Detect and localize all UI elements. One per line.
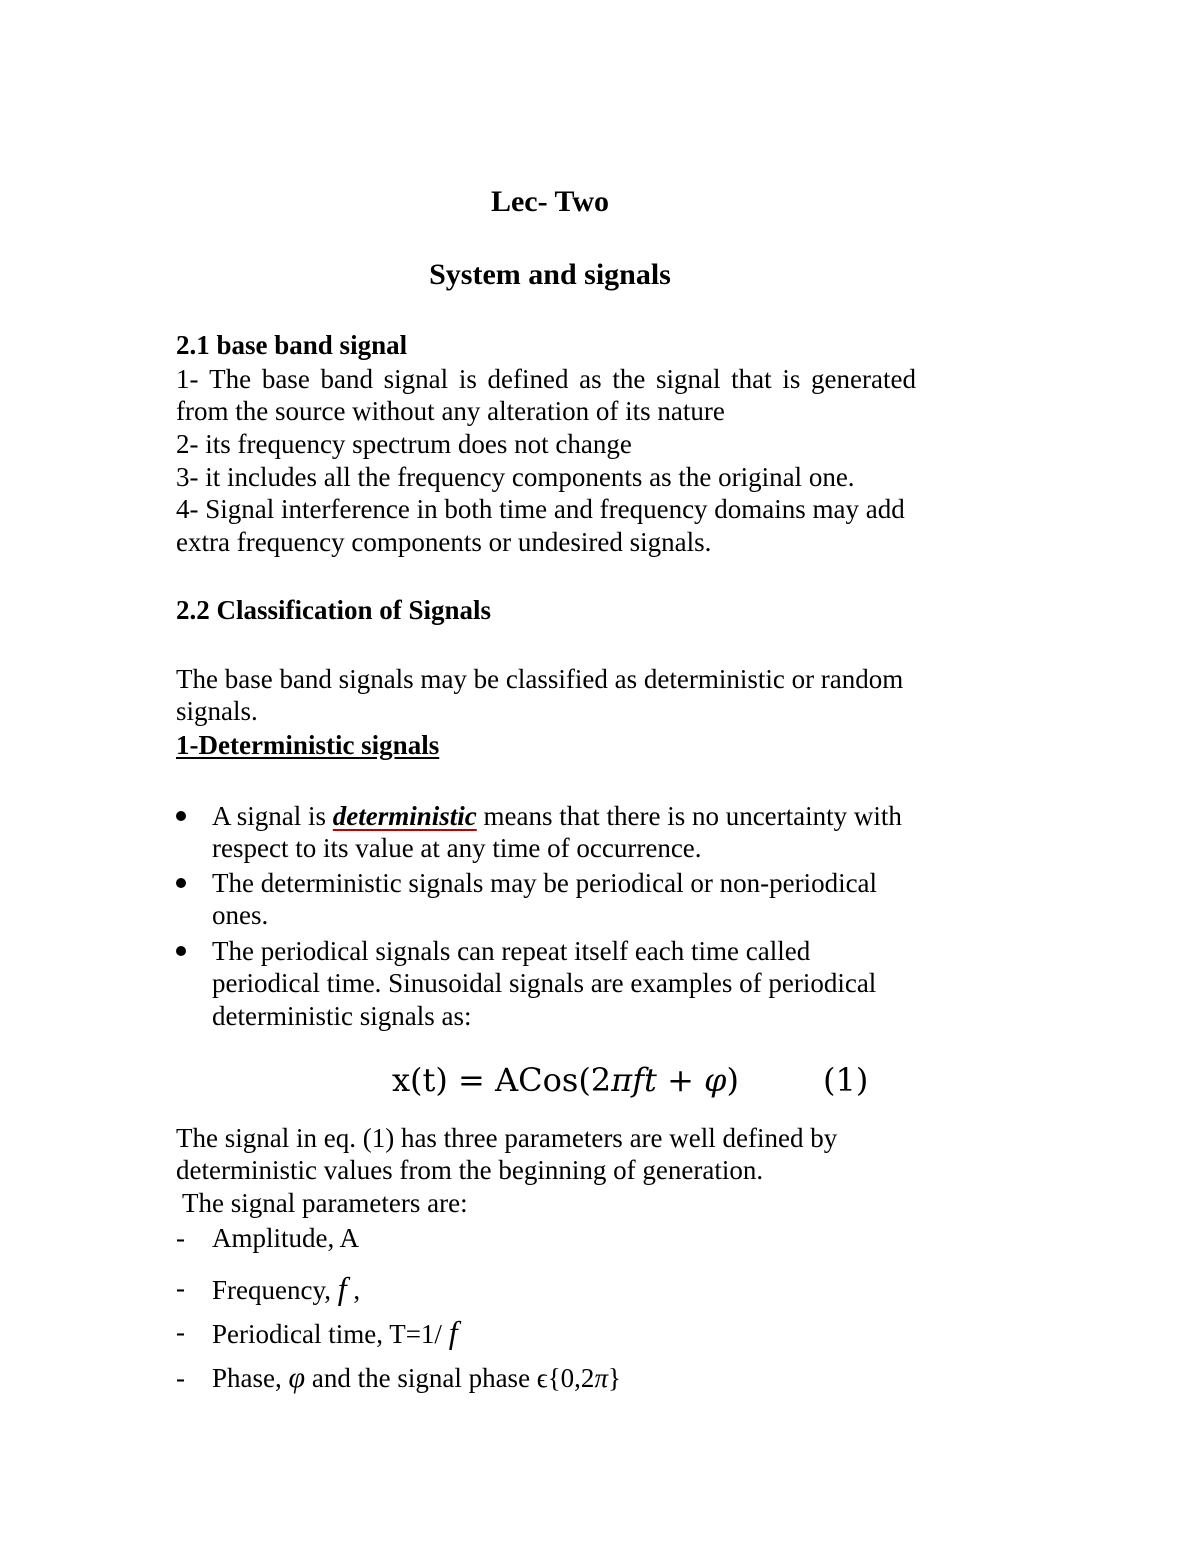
section-heading-2-2: 2.2 Classification of Signals <box>176 595 492 625</box>
bullet-3-line-3: deterministic signals as: <box>212 1001 472 1031</box>
paragraph-4-line-1: 4- Signal interference in both time and frequency domains may add <box>176 494 905 524</box>
word: as <box>579 364 602 394</box>
list-dash: - <box>176 1273 185 1303</box>
period-label: Periodical time, T=1/ <box>212 1319 449 1349</box>
word: is <box>782 364 801 394</box>
list-dash: - <box>176 1317 185 1347</box>
pi-symbol: π <box>611 1061 633 1099</box>
param-frequency <box>212 1272 360 1306</box>
list-dash: - <box>176 1363 185 1393</box>
bullet-3-line-1: The periodical signals can repeat itself each time called <box>212 936 811 966</box>
paragraph-1-line-2: from the source without any alteration of its nature <box>176 396 725 426</box>
f-symbol: f <box>632 1061 645 1099</box>
bullet-2-line-1: The deterministic signals may be periodical or non-periodical <box>212 868 878 898</box>
bullet-3-line-2: periodical time. Sinusoidal signals are examples of periodical <box>212 968 877 998</box>
word: 1- <box>176 364 199 394</box>
paragraph-2: 2- its frequency spectrum does not change <box>176 429 632 459</box>
word: the <box>612 364 646 394</box>
bullet-1-line-1 <box>212 800 902 832</box>
param-amplitude: Amplitude, A <box>212 1223 359 1253</box>
word: base <box>261 364 310 394</box>
intro-line-1: The base band signals may be classified as deterministic or random <box>176 664 904 694</box>
phase-pi: π <box>594 1363 608 1393</box>
phase-tail: and the signal phase ϵ{0,2 <box>305 1363 595 1393</box>
plus-sign: + <box>656 1061 705 1099</box>
equation-lhs: x(t) = ACos(2 <box>392 1061 612 1099</box>
word: defined <box>487 364 569 394</box>
sub-heading-deterministic: 1-Deterministic signals <box>176 730 440 760</box>
word: generated <box>811 364 916 394</box>
section-heading-2-1: 2.1 base band signal <box>176 330 408 360</box>
equation-1 <box>392 1060 739 1100</box>
lecture-number: Lec- Two <box>490 185 610 218</box>
frequency-label: Frequency, <box>212 1275 338 1305</box>
bullet-2-line-2: ones. <box>212 900 269 930</box>
paragraph-3: 3- it includes all the frequency components as the original one. <box>176 462 855 492</box>
equation-number: (1) <box>823 1061 869 1099</box>
bullet-1-post: means that there is no uncertainty with <box>476 801 902 831</box>
t-symbol: t <box>644 1061 657 1099</box>
word: signal <box>383 364 449 394</box>
paragraph-1-line-1 <box>176 363 916 395</box>
word: band <box>320 364 373 394</box>
word: is <box>458 364 477 394</box>
phi-symbol: φ <box>704 1061 727 1099</box>
frequency-tail: , <box>346 1275 361 1305</box>
after-eq-line-2: deterministic values from the beginning of generation. <box>176 1155 764 1185</box>
phase-symbol: φ <box>288 1361 306 1394</box>
bullet-icon <box>176 878 186 888</box>
after-eq-line-3: The signal parameters are: <box>182 1188 468 1218</box>
period-symbol: f <box>448 1314 458 1350</box>
deterministic-emphasis: deterministic <box>332 801 477 831</box>
close-paren: ) <box>726 1061 739 1099</box>
phase-close: } <box>607 1363 621 1393</box>
frequency-symbol: f <box>337 1270 347 1306</box>
bullet-1-pre: A signal is <box>212 801 333 831</box>
param-period <box>212 1316 458 1350</box>
intro-line-2: signals. <box>176 696 258 726</box>
bullet-icon <box>176 946 186 956</box>
phase-label: Phase, <box>212 1363 289 1393</box>
paragraph-4-line-2: extra frequency components or undesired signals. <box>176 527 712 557</box>
bullet-icon <box>176 811 186 821</box>
word: that <box>731 364 772 394</box>
word: The <box>209 364 252 394</box>
word: signal <box>655 364 721 394</box>
page-title: System and signals <box>429 258 671 291</box>
param-phase <box>212 1362 621 1394</box>
after-eq-line-1: The signal in eq. (1) has three parameters are well defined by <box>176 1123 838 1153</box>
list-dash: - <box>176 1223 185 1253</box>
bullet-1-line-2: respect to its value at any time of occurrence. <box>212 833 702 863</box>
